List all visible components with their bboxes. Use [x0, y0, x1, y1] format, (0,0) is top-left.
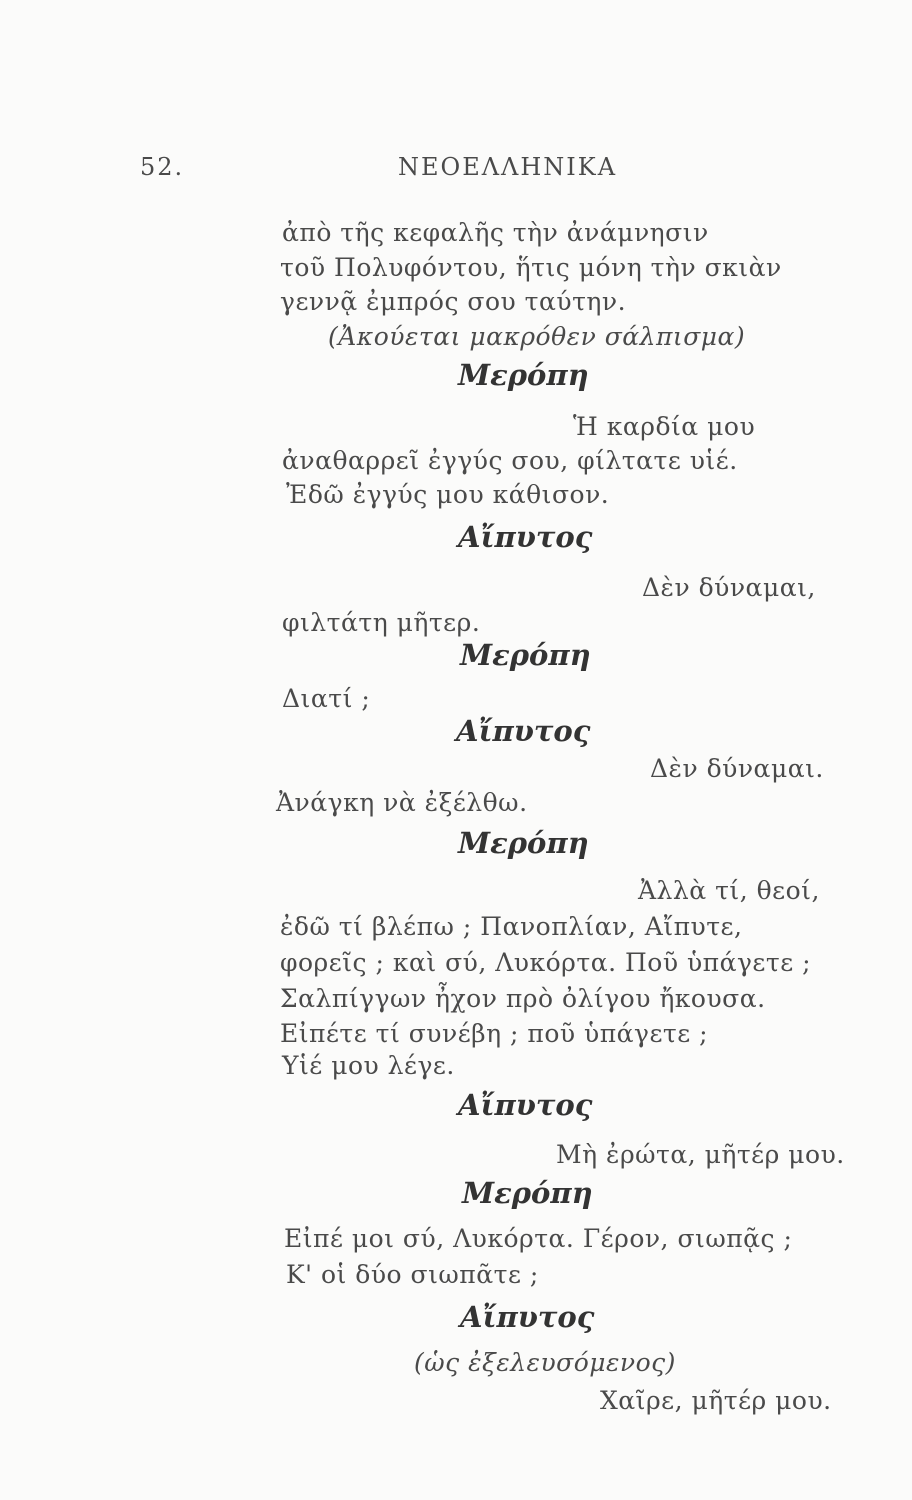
verse-line: φιλτάτη μῆτερ. — [282, 608, 481, 637]
verse-line: Ἐδῶ ἐγγύς μου κάθισον. — [286, 480, 610, 509]
speaker-name: Αἴπυτος — [458, 1088, 593, 1122]
verse-line: Διατί ; — [282, 684, 371, 713]
verse-line: Εἰπέ μοι σύ, Λυκόρτα. Γέρον, σιωπᾷς ; — [284, 1224, 793, 1253]
verse-line: τοῦ Πολυφόντου, ἥτις μόνη τὴν σκιὰν — [280, 253, 782, 282]
speaker-name: Αἴπυτος — [456, 714, 591, 748]
verse-line: Χαῖρε, μῆτέρ μου. — [600, 1386, 832, 1415]
speaker-name: Μερόπη — [458, 826, 589, 860]
verse-line: Εἰπέτε τί συνέβη ; ποῦ ὑπάγετε ; — [280, 1019, 709, 1048]
running-title: ΝΕΟΕΛΛΗΝΙΚΑ — [398, 153, 618, 181]
verse-line: Μὴ ἐρώτα, μῆτέρ μου. — [556, 1140, 845, 1169]
stage-direction: (Ἀκούεται μακρόθεν σάλπισμα) — [328, 322, 746, 351]
verse-line: Υἱέ μου λέγε. — [282, 1051, 455, 1080]
verse-line: ἐδῶ τί βλέπω ; Πανοπλίαν, Αἴπυτε, — [280, 912, 743, 941]
speaker-name: Μερόπη — [458, 358, 589, 392]
verse-line: Ἀλλὰ τί, θεοί, — [638, 876, 820, 905]
verse-line: Δὲν δύναμαι. — [650, 754, 824, 783]
verse-line: γεννᾷ ἐμπρός σου ταύτην. — [280, 287, 627, 316]
verse-line: ἀναθαρρεῖ ἐγγύς σου, φίλτατε υἱέ. — [282, 446, 738, 475]
verse-line: Σαλπίγγων ἦχον πρὸ ὀλίγου ἤκουσα. — [280, 984, 766, 1013]
verse-line: Κ' οἱ δύο σιωπᾶτε ; — [286, 1260, 539, 1289]
verse-line: ἀπὸ τῆς κεφαλῆς τὴν ἀνάμνησιν — [282, 218, 709, 247]
verse-line: Ἀνάγκη νὰ ἐξέλθω. — [276, 788, 528, 817]
speaker-name: Αἴπυτος — [460, 1300, 595, 1334]
verse-line: φορεῖς ; καὶ σύ, Λυκόρτα. Ποῦ ὑπάγετε ; — [280, 948, 812, 977]
page-number: 52. — [140, 153, 185, 181]
verse-line: Ἡ καρδία μου — [573, 412, 756, 441]
verse-line: Δὲν δύναμαι, — [642, 573, 816, 602]
speaker-name: Μερόπη — [462, 1176, 593, 1210]
speaker-name: Μερόπη — [460, 638, 591, 672]
stage-direction: (ὡς ἐξελευσόμενος) — [414, 1348, 676, 1377]
speaker-name: Αἴπυτος — [458, 520, 593, 554]
